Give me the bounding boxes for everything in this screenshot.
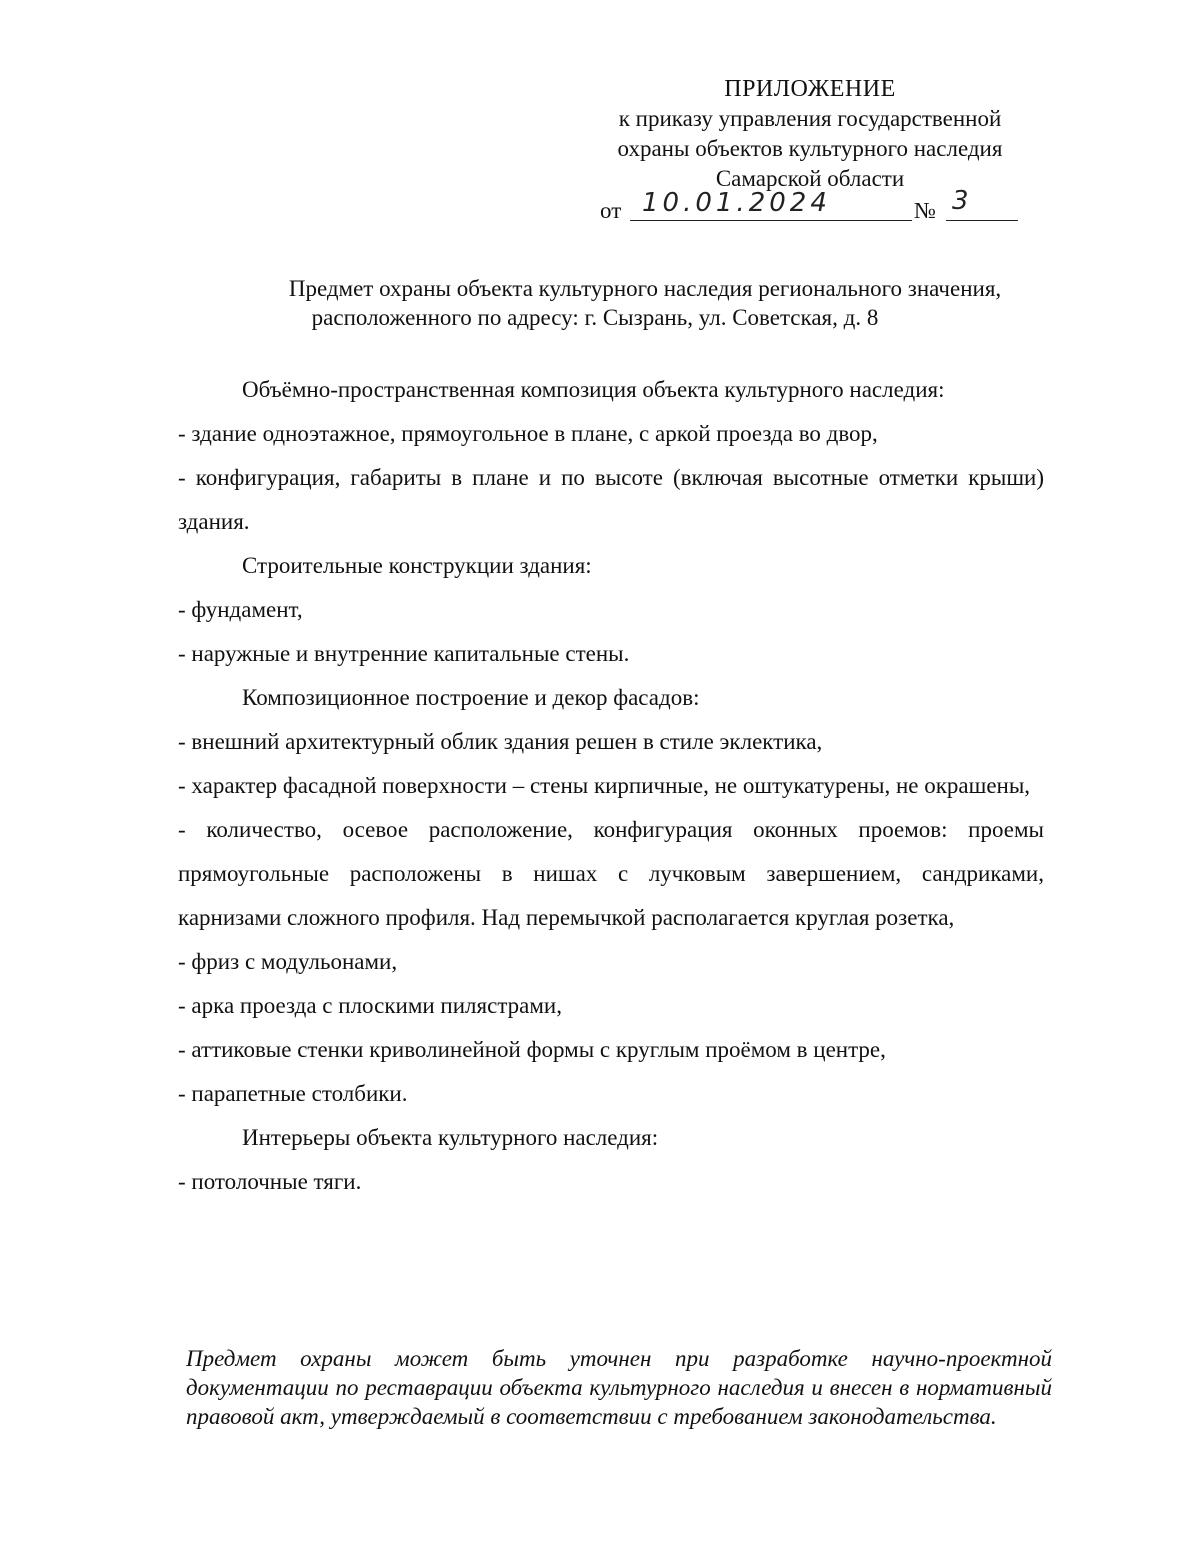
section-heading: Строительные конструкции здания: [242, 553, 592, 578]
section-heading: Композиционное построение и декор фасадов: [242, 685, 700, 710]
list-item: - характер фасадной поверхности – стены кирпичные, не оштукатурены, не окрашены, [178, 773, 1031, 798]
appendix-title: ПРИЛОЖЕНИЕ [724, 76, 896, 102]
date-underline [630, 220, 912, 221]
appendix-line-3: Самарской области [715, 166, 905, 191]
closing-note: Предмет охраны может быть уточнен при разработке научно-проектной документации по реставрации объекта культурного наследия и внесен в нормативный правовой акт, утверждаемый в соответствии с требованием законодательства. [186, 1346, 1052, 1429]
appendix-line-2: охраны объектов культурного наследия [617, 136, 1003, 161]
list-item: - количество, осевое расположение, конфигурация оконных проемов: проемы прямоугольные расположены в нишах с лучковым завершением, сандриками, карнизами сложного профиля. Над перемычкой располагается круглая розетка, [178, 817, 1044, 930]
appendix-line-1: к приказу управления государственной [618, 106, 1002, 131]
list-item: - здание одноэтажное, прямоугольное в плане, с аркой проезда во двор, [178, 421, 878, 446]
list-item: - конфигурация, габариты в плане и по высоте (включая высотные отметки крыши) здания. [178, 465, 1044, 534]
number-underline [946, 220, 1018, 221]
list-item: - внешний архитектурный облик здания решен в стиле эклектика, [178, 729, 823, 754]
section-heading: Объёмно-пространственная композиция объекта культурного наследия: [242, 377, 945, 402]
list-item: - фундамент, [178, 597, 303, 622]
date-number-line [580, 186, 1040, 228]
subject-heading [180, 274, 1110, 332]
handwritten-number: 3 [952, 186, 969, 216]
list-item: - парапетные столбики. [178, 1081, 408, 1106]
number-prefix: № [914, 198, 936, 223]
appendix-header [580, 74, 1040, 228]
subject-line-1: Предмет охраны объекта культурного наследия регионального значения, [288, 276, 1002, 301]
handwritten-date: 10.01.2024 [642, 188, 831, 218]
date-prefix: от [600, 198, 622, 223]
list-item: - фриз с модульонами, [178, 949, 398, 974]
subject-line-2: расположенного по адресу: г. Сызрань, ул. Советская, д. 8 [311, 305, 879, 330]
list-item: - наружные и внутренние капитальные стены. [178, 641, 630, 666]
section-heading: Интерьеры объекта культурного наследия: [242, 1125, 659, 1150]
list-item: - аттиковые стенки криволинейной формы с круглым проёмом в центре, [178, 1037, 886, 1062]
document-body [178, 368, 1044, 1204]
list-item: - арка проезда с плоскими пилястрами, [178, 993, 562, 1018]
list-item: - потолочные тяги. [178, 1169, 362, 1194]
